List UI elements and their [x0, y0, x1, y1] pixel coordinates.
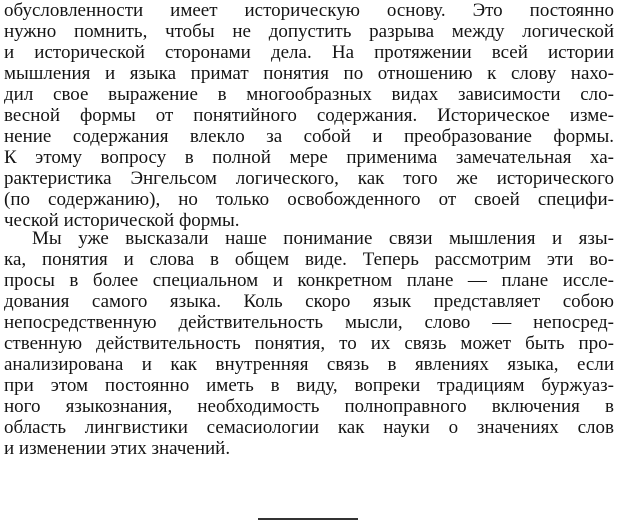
text-line: дил свое выражение в многообразных видах зависимости сло-	[4, 84, 614, 105]
text-line: нение содержания влекло за собой и преобразование формы.	[4, 126, 614, 147]
text-line: весной формы от понятийного содержания. Историческое изме-	[4, 105, 614, 126]
text-line: обусловленности имеет историческую основу. Это постоянно	[4, 0, 614, 21]
text-line: при этом постоянно иметь в виду, вопреки традициям буржуаз-	[4, 375, 614, 396]
text-line: анализирована и как внутренняя связь в явлениях языка, если	[4, 354, 614, 375]
text-line: мышления и языка примат понятия по отношению к слову нахо-	[4, 63, 614, 84]
paragraph-2	[4, 228, 614, 459]
text-line: Мы уже высказали наше понимание связи мышления и язы-	[32, 228, 614, 249]
text-line: (по содержанию), но только освобожденного от своей специфи-	[4, 189, 614, 210]
text-line: область лингвистики семасиологии как науки о значениях слов	[4, 417, 614, 438]
paragraph-1	[4, 0, 614, 231]
text-line: и изменении этих значений.	[4, 438, 231, 459]
footnote-divider	[258, 518, 358, 520]
text-line: ного языкознания, необходимость полноправного включения в	[4, 396, 614, 417]
text-line: просы в более специальном и конкретном плане — плане иссле-	[4, 270, 614, 291]
text-line: и исторической сторонами дела. На протяжении всей истории	[4, 42, 614, 63]
text-line: непосредственную действительность мысли, слово — непосред-	[4, 312, 614, 333]
text-line: нужно помнить, чтобы не допустить разрыва между логической	[4, 21, 614, 42]
text-line: ческой исторической формы.	[4, 210, 240, 231]
text-line: ка, понятия и слова в общем виде. Теперь рассмотрим эти во-	[4, 249, 614, 270]
text-line: дования самого языка. Коль скоро язык представляет собою	[4, 291, 614, 312]
text-line: К этому вопросу в полной мере применима замечательная ха-	[4, 147, 614, 168]
text-line: ственную действительность понятия, то их связь может быть про-	[4, 333, 614, 354]
text-line: рактеристика Энгельсом логического, как того же исторического	[4, 168, 614, 189]
